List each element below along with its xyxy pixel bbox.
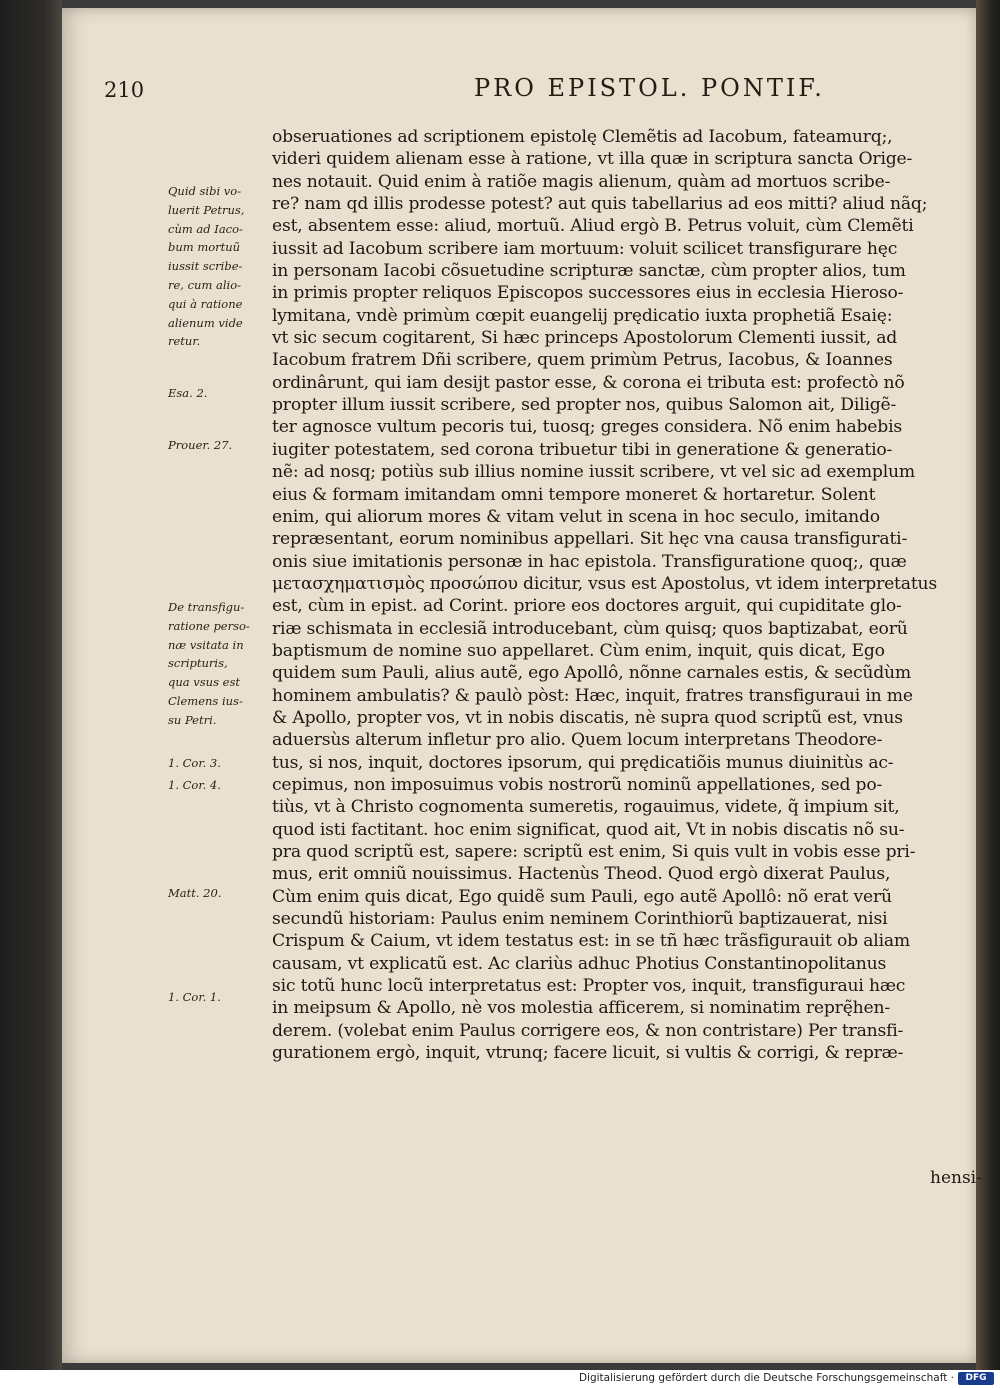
margin-note-line: ratione perso- [168,618,250,633]
margin-note-line: su Petri. [168,712,217,727]
digitization-footer [0,1370,1000,1388]
text-line: mus, erit omniũ nouissimus. Hactenùs Theod. Quod ergò dixerat Paulus, [272,864,891,885]
text-line: nẽ: ad nosq; potiùs sub illius nomine iussit scribere, vt vel sic ad exemplum [272,462,915,483]
text-line: est, cùm in epist. ad Corint. priore eos doctores arguit, qui cupiditate glo- [272,596,902,617]
margin-note-line: qui à ratione [168,296,243,311]
text-line: Cùm enim quis dicat, Ego quidẽ sum Pauli, ego autẽ Apollô: nõ erat verũ [272,886,892,907]
catchword: hensi- [930,1168,982,1188]
text-line: in primis propter reliquos Episcopos successores eius in ecclesia Hieroso- [272,283,904,304]
text-line: vt sic secum cogitarent, Si hæc princeps Apostolorum Clementi iussit, ad [272,328,898,349]
text-line: pra quod scriptũ est, sapere: scriptũ est enim, Si quis vult in vobis esse pri- [272,842,916,862]
margin-note-line: re, cum alio- [168,277,242,292]
margin-note-line: 1. Cor. 3. [168,756,221,770]
text-line: est, absentem esse: aliud, mortuũ. Aliud ergò B. Petrus voluit, cùm Clemẽti [272,216,914,237]
margin-note-line: Prouer. 27. [168,438,233,452]
margin-note-line: alienum vide [168,315,243,330]
margin-note [168,436,268,455]
text-line: propter illum iussit scribere, sed propter nos, quibus Salomon ait, Diligẽ- [272,395,897,416]
scan-edge-right [976,0,1000,1370]
text-line: causam, vt explicatũ est. Ac clariùs adhuc Photius Constantinopolitanus [272,953,887,974]
text-line: ter agnosce vultum pecoris tui, tuosq; greges considera. Nõ enim habebis [272,417,902,438]
text-line: iussit ad Iacobum scribere iam mortuum: voluit scilicet transfigurare hęc [272,238,898,259]
text-line: videri quidem alienam esse à ratione, vt illa quæ in scriptura sancta Orige- [272,149,913,170]
margin-note-line: qua vsus est [168,675,240,690]
text-line: aduersùs alterum infletur pro alio. Quem locum interpretans Theodore- [272,730,883,751]
dfg-logo-icon: DFG [958,1372,994,1385]
margin-note-line: Quid sibi vo- [168,184,242,198]
text-line: derem. (volebat enim Paulus corrigere eos, & non contristare) Per transfi- [272,1020,904,1041]
text-line: & Apollo, propter vos, vt in nobis discatis, nè supra quod scriptũ est, vnus [272,707,903,728]
text-line: in personam Iacobi cõsuetudine scripturæ sanctæ, cùm propter alios, tum [272,261,906,282]
margin-note-line: bum mortuũ [168,240,241,255]
text-line: baptismum de nomine suo appellaret. Cùm enim, inquit, quis dicat, Ego [272,640,885,661]
margin-note [168,598,268,730]
text-line: enim, qui aliorum mores & vitam velut in scena in hoc seculo, imitando [272,506,880,527]
text-line: in meipsum & Apollo, nè vos molestia afficerem, si nominatim reprę̃hen- [272,998,890,1019]
text-line: quidem sum Pauli, alius autẽ, ego Apollô, nõnne carnales estis, & secũdùm [272,663,912,684]
text-line: tiùs, vt à Christo cognomenta sumeretis, rogauimus, videte, q̃ impium sit, [272,797,900,818]
text-line: μετασχηματισμὸς προσώπου dicitur, vsus est Apostolus, vt idem interpretatus [272,573,938,594]
text-line: obseruationes ad scriptionem epistolę Clemẽtis ad Iacobum, fateamurq;, [272,127,893,147]
margin-note-line: Matt. 20. [168,886,222,900]
scan-edge-left [0,0,62,1370]
text-line: lymitana, vndè primùm cœpit euangelij prędicatio iuxta prophetiã Esaię: [272,305,893,326]
margin-note-line: Clemens ius- [168,693,243,708]
margin-note-line: iussit scribe- [168,259,243,274]
margin-note [168,776,268,795]
text-line: iugiter potestatem, sed corona tribuetur tibi in generatione & generatio- [272,439,893,460]
text-line: Iacobum fratrem Dñi scribere, quem primùm Petrus, Iacobus, & Ioannes [272,350,893,371]
text-line: secundũ historiam: Paulus enim neminem Corinthiorũ baptizauerat, nisi [272,909,888,930]
margin-note-line: scripturis, [168,656,228,671]
page-header [104,74,964,114]
page-number: 210 [104,78,145,102]
margin-note [168,884,268,903]
margin-note-line: cùm ad Iaco- [168,221,243,236]
margin-note [168,182,268,351]
text-line: onis siue imitationis personæ in hac epistola. Transfiguratione quoq;, quæ [272,551,907,572]
margin-note-line: Esa. 2. [168,386,208,400]
text-line: nes notauit. Quid enim à ratiõe magis alienum, quàm ad mortuos scribe- [272,171,891,192]
text-line: eius & formam imitandam omni tempore moneret & hortaretur. Solent [272,484,876,505]
body-text [272,126,972,1064]
running-title: PRO EPISTOL. PONTIF. [474,74,825,102]
margin-note-line: De transfigu- [168,600,245,614]
text-line: gurationem ergò, inquit, vtrunq; facere licuit, si vultis & corrigi, & repræ- [272,1043,904,1064]
margin-note-line: næ vsitata in [168,637,244,652]
text-line: sic totũ hunc locũ interpretatus est: Propter vos, inquit, transfiguraui hæc [272,976,906,997]
text-line: hominem ambulatis? & paulò pòst: Hæc, inquit, fratres transfiguraui in me [272,685,913,706]
text-line: Crispum & Caium, vt idem testatus est: in se tñ hæc trãsfigurauit ob aliam [272,931,911,952]
margin-note [168,988,268,1007]
margin-note-line: luerit Petrus, [168,202,245,217]
text-line: tus, si nos, inquit, doctores ipsorum, qui prędicatiõis munus diuinitùs ac- [272,752,894,773]
text-line: re? nam qd illis prodesse potest? aut quis tabellarius ad eos mitti? aliud nãq; [272,194,928,215]
margin-note-line: retur. [168,334,201,349]
margin-note [168,384,268,403]
text-line: riæ schismata in ecclesiã introducebant, cùm quisq; quos baptizabat, eorũ [272,618,908,639]
text-line: repræsentant, eorum nominibus appellari. Sit hęc vna causa transfigurati- [272,529,908,550]
margin-notes [168,182,268,1052]
margin-note-line: 1. Cor. 4. [168,778,221,792]
text-line: cepimus, non imposuimus vobis nostrorũ nominũ appellationes, sed po- [272,774,883,795]
digitization-credit: Digitalisierung gefördert durch die Deutsche Forschungsgemeinschaft · [578,1372,954,1384]
margin-note-line: 1. Cor. 1. [168,990,221,1004]
text-line: ordinârunt, qui iam desijt pastor esse, & corona ei tributa est: profectò nõ [272,372,905,393]
margin-note [168,754,268,773]
text-line: quod isti factitant. hoc enim significat, quod ait, Vt in nobis discatis nõ su- [272,819,905,840]
